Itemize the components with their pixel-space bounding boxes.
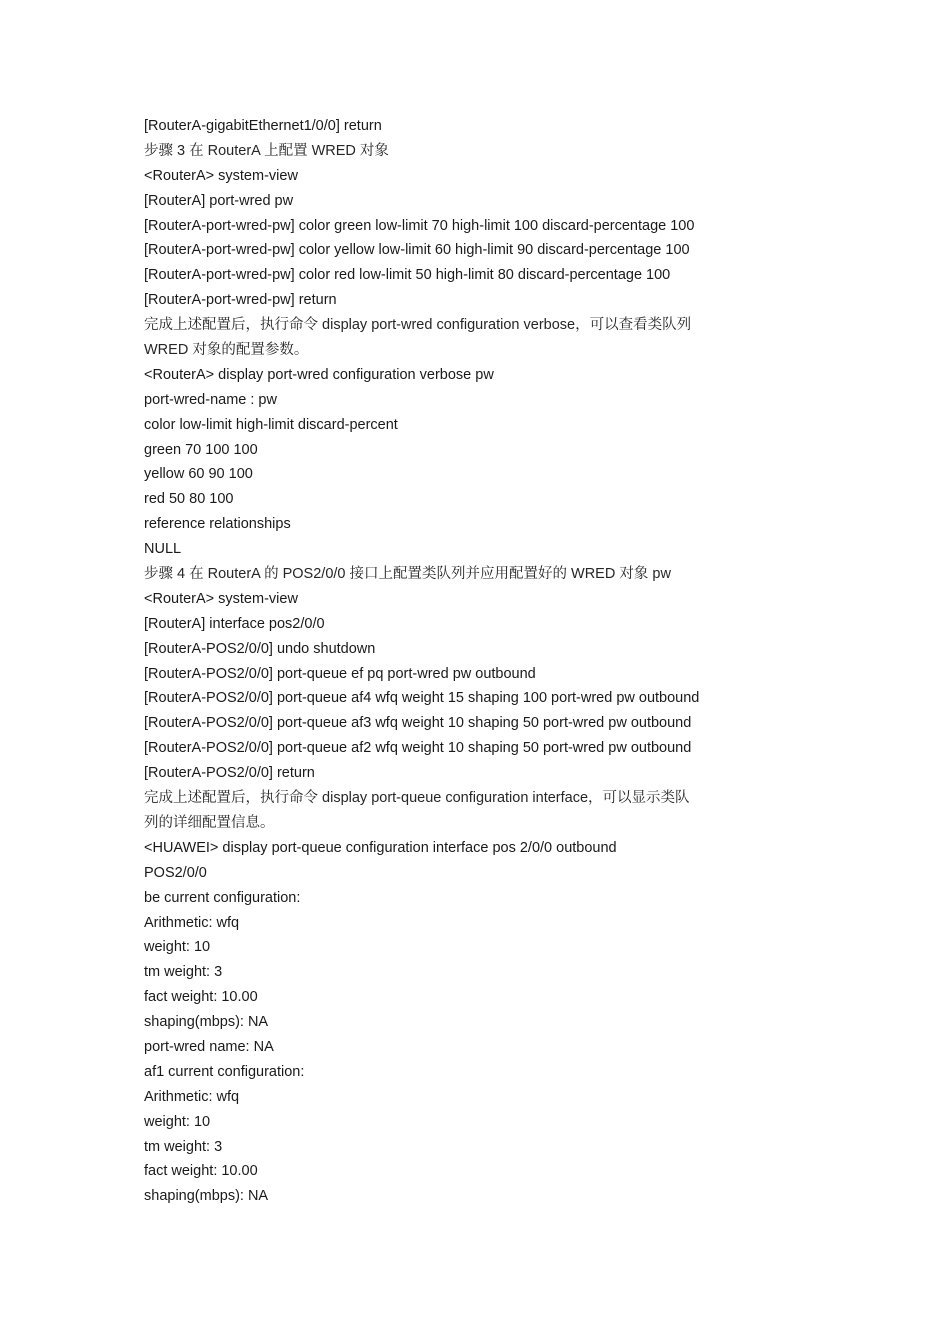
output-line: NULL xyxy=(144,541,182,558)
output-line: shaping(mbps): NA xyxy=(144,1014,269,1031)
output-line: weight: 10 xyxy=(144,939,211,956)
document-body xyxy=(144,114,784,1209)
command-line: [RouterA-POS2/0/0] port-queue ef pq port-wred pw outbound xyxy=(144,665,536,682)
command-line: [RouterA-port-wred-pw] color green low-limit 70 high-limit 100 discard-percentage 100 xyxy=(144,217,695,234)
output-line: af1 current configuration: xyxy=(144,1063,305,1080)
output-line: port-wred-name : pw xyxy=(144,391,277,408)
command-line: [RouterA] interface pos2/0/0 xyxy=(144,615,325,632)
description-text: WRED 对象的配置参数。 xyxy=(144,342,309,359)
output-line: fact weight: 10.00 xyxy=(144,989,258,1006)
output-line: Arithmetic: wfq xyxy=(144,914,240,931)
output-line: port-wred name: NA xyxy=(144,1038,274,1055)
command-line: <RouterA> display port-wred configuration verbose pw xyxy=(144,366,494,383)
command-line: [RouterA] port-wred pw xyxy=(144,192,294,209)
step-heading: 步骤 4 在 RouterA 的 POS2/0/0 接口上配置类队列并应用配置好的 WRED 对象 pw xyxy=(144,566,671,583)
command-line: <RouterA> system-view xyxy=(144,590,298,607)
command-line: <RouterA> system-view xyxy=(144,167,298,184)
output-line: POS2/0/0 xyxy=(144,864,207,881)
output-line: Arithmetic: wfq xyxy=(144,1088,240,1105)
command-line: [RouterA-gigabitEthernet1/0/0] return xyxy=(144,118,382,134)
output-line: reference relationships xyxy=(144,516,291,533)
command-line: [RouterA-POS2/0/0] return xyxy=(144,765,315,782)
description-text: 完成上述配置后，执行命令 display port-queue configuration interface，可以显示类队 xyxy=(144,790,690,807)
command-line: [RouterA-POS2/0/0] port-queue af3 wfq weight 10 shaping 50 port-wred pw outbound xyxy=(144,715,692,732)
command-line: [RouterA-port-wred-pw] color red low-limit 50 high-limit 80 discard-percentage 100 xyxy=(144,267,671,284)
command-line: <HUAWEI> display port-queue configuration interface pos 2/0/0 outbound xyxy=(144,839,617,856)
output-line: fact weight: 10.00 xyxy=(144,1163,258,1180)
output-line: tm weight: 3 xyxy=(144,964,223,981)
output-line: green 70 100 100 xyxy=(144,441,258,458)
output-line: color low-limit high-limit discard-percent xyxy=(144,416,398,433)
output-line: red 50 80 100 xyxy=(144,491,234,508)
description-text: 完成上述配置后，执行命令 display port-wred configuration verbose，可以查看类队列 xyxy=(144,317,692,334)
output-line: tm weight: 3 xyxy=(144,1138,223,1155)
command-line: [RouterA-POS2/0/0] port-queue af4 wfq weight 15 shaping 100 port-wred pw outbound xyxy=(144,690,700,707)
command-line: [RouterA-port-wred-pw] return xyxy=(144,292,337,309)
step-heading: 步骤 3 在 RouterA 上配置 WRED 对象 xyxy=(144,142,389,159)
output-line: weight: 10 xyxy=(144,1113,211,1130)
description-text: 列的详细配置信息。 xyxy=(144,814,275,831)
output-line: yellow 60 90 100 xyxy=(144,466,253,483)
command-line: [RouterA-POS2/0/0] undo shutdown xyxy=(144,640,376,657)
command-line: [RouterA-port-wred-pw] color yellow low-limit 60 high-limit 90 discard-percentage 100 xyxy=(144,242,690,259)
output-line: be current configuration: xyxy=(144,889,301,906)
command-line: [RouterA-POS2/0/0] port-queue af2 wfq weight 10 shaping 50 port-wred pw outbound xyxy=(144,740,692,757)
output-line: shaping(mbps): NA xyxy=(144,1188,269,1205)
